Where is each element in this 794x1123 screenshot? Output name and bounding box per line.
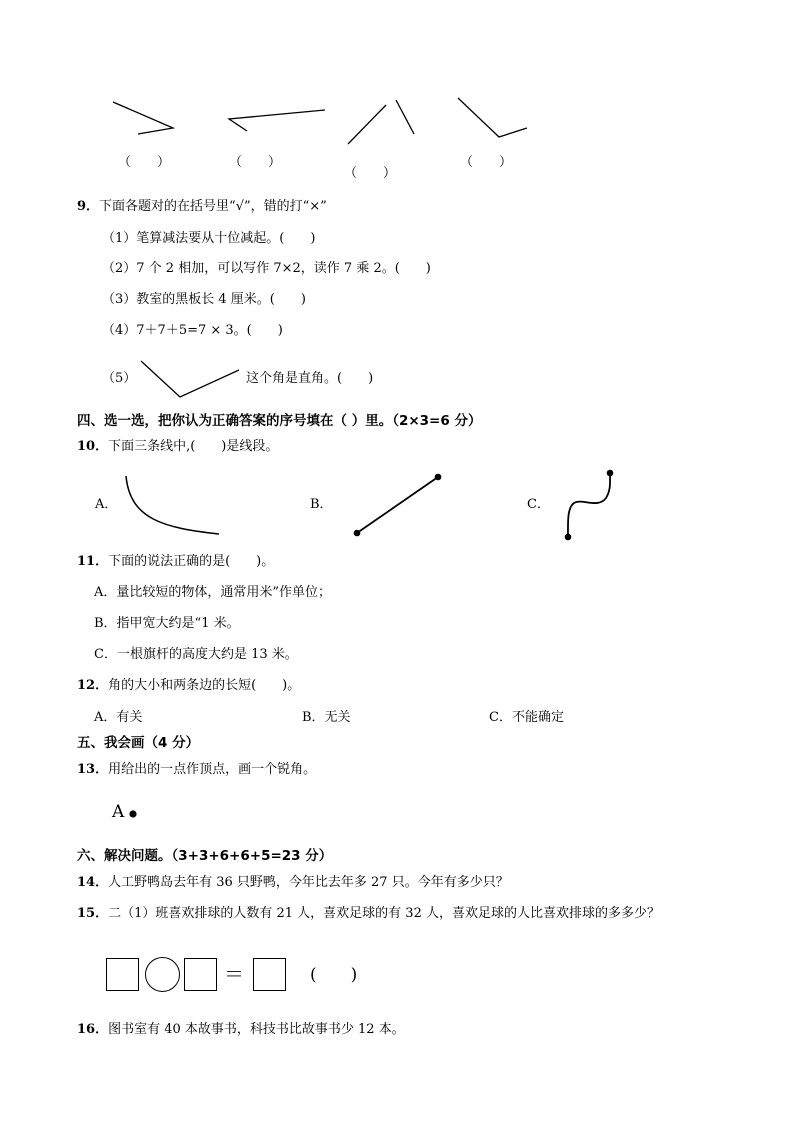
q12-number: 12． [77, 678, 109, 693]
q15-question [77, 906, 660, 922]
q11-option-a[interactable]: A．量比较短的物体，通常用米”作单位； [94, 585, 332, 600]
q15-result-box[interactable] [253, 958, 286, 991]
q9-item-3: （3）教室的黑板长 4 厘米。( ) [102, 292, 306, 307]
q10-option-c[interactable]: C． [527, 497, 550, 512]
q12-prompt: 角的大小和两条边的长短( )。 [108, 678, 301, 693]
q9-item-1: （1）笔算减法要从十位减起。( ) [102, 231, 316, 246]
q15-operator-circle[interactable] [145, 957, 180, 992]
q15-equals-sign: ＝ [224, 962, 244, 986]
angle-blank-3[interactable]: （ ） [344, 166, 397, 181]
q13-number: 13． [77, 762, 109, 777]
q14-prompt: 人工野鸭岛去年有 36 只野鸭，今年比去年多 27 只。今年有多少只？ [108, 875, 509, 890]
q11-option-c[interactable]: C．一根旗杆的高度大约是 13 米。 [94, 647, 298, 662]
q12-option-c[interactable]: C．不能确定 [489, 710, 564, 725]
q10-prompt: 下面三条线中,( )是线段。 [108, 439, 279, 454]
angle-blank-1[interactable]: （ ） [118, 155, 171, 170]
q14-number: 14． [77, 875, 109, 890]
q10-number: 10． [77, 439, 109, 454]
angle-blank-4[interactable]: （ ） [460, 155, 513, 170]
q13-point-label: A [112, 802, 125, 822]
q12-option-b[interactable]: B．无关 [302, 710, 351, 725]
q10-option-b[interactable]: B． [310, 497, 333, 512]
q11-option-b[interactable]: B．指甲宽大约是“1 米。 [94, 616, 240, 631]
q15-number: 15． [77, 906, 109, 921]
section-4-title: 四、选一选，把你认为正确答案的序号填在（ ）里。（2×3=6 分） [77, 413, 482, 429]
q9-item-4: （4）7＋7＋5=7 × 3。( ) [102, 323, 283, 338]
q13-prompt: 用给出的一点作顶点，画一个锐角。 [108, 762, 317, 777]
angle-blank-2[interactable]: （ ） [229, 155, 282, 170]
q10-option-a[interactable]: A． [95, 497, 118, 512]
q11-prompt: 下面的说法正确的是( )。 [108, 554, 275, 569]
q9-item-5-text: 这个角是直角。( ) [246, 371, 374, 386]
q15-unit-blank[interactable]: ( ) [310, 965, 358, 985]
q12-option-a[interactable]: A．有关 [94, 710, 143, 725]
q15-operand-box-2[interactable] [184, 958, 217, 991]
q9-item-2: （2）7 个 2 相加，可以写作 7×2，读作 7 乘 2。( ) [102, 261, 431, 276]
q15-operand-box-1[interactable] [106, 958, 139, 991]
q9-prompt: 下面各题对的在括号里“√”，错的打“×” [99, 199, 327, 214]
q16-prompt: 图书室有 40 本故事书，科技书比故事书少 12 本。 [108, 1022, 405, 1037]
q9-item-5-number: （5） [102, 371, 137, 386]
q11-number: 11． [77, 554, 109, 569]
q16-number: 16． [77, 1022, 109, 1037]
section-6-title: 六、解决问题。（3+3+6+6+5=23 分） [77, 848, 333, 864]
q15-prompt: 二（1）班喜欢排球的人数有 21 人，喜欢足球的有 32 人，喜欢足球的人比喜欢排球的多多少？ [108, 906, 660, 921]
q16-question [77, 1022, 405, 1038]
q9-number: 9． [77, 199, 100, 214]
q14-question [77, 875, 509, 891]
section-5-title: 五、我会画（4 分） [77, 735, 200, 751]
